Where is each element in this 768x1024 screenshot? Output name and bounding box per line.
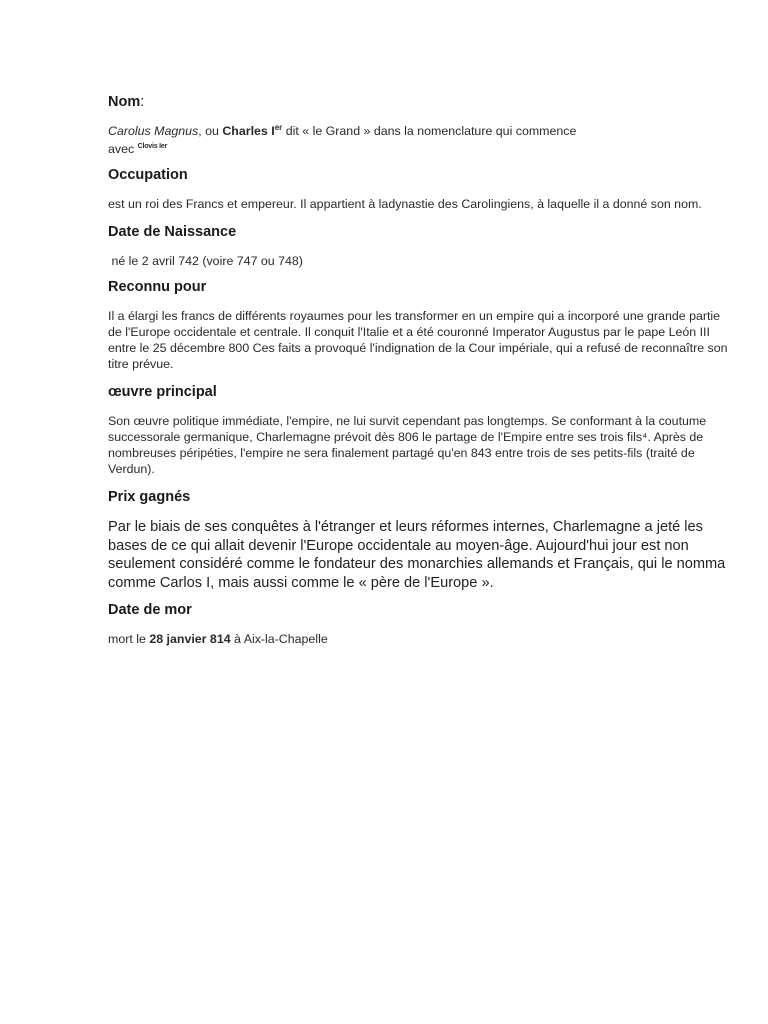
- heading-occupation: Occupation: [108, 167, 188, 183]
- mort-date: 28 janvier 814: [149, 632, 231, 646]
- nom-text: [108, 123, 728, 157]
- section-prix: [108, 488, 728, 592]
- heading-nom: [108, 93, 728, 111]
- mort-prefix: mort le: [108, 632, 150, 646]
- section-nom: [108, 93, 728, 157]
- mort-text: [108, 631, 728, 647]
- section-oeuvre: [108, 383, 728, 477]
- name-separator: , ou: [198, 124, 223, 138]
- occupation-text: est un roi des Francs et empereur. Il appartient à ladynastie des Carolingiens, à laquelle il a donné son nom.: [108, 197, 702, 211]
- name-french: [222, 124, 282, 138]
- heading-nom-colon: :: [140, 94, 145, 110]
- section-naissance: [108, 223, 728, 269]
- naissance-text: né le 2 avril 742 (voire 747 ou 748): [108, 254, 303, 268]
- section-mort: [108, 601, 728, 647]
- name-french-text: Charles I: [222, 124, 275, 138]
- oeuvre-text: Son œuvre politique immédiate, l'empire, ne lui survit cependant pas longtemps. Se conformant à la coutume successorale germanique, Charlemagne prévoit dès 806 le partage de l'Empire entre ses trois fils⁴. Après de nombreuses péripéties, l'empire ne sera finalement partagé qu'en 843 entre trois de ses petits-fils (traité de Verdun).: [108, 414, 707, 476]
- heading-naissance: Date de Naissance: [108, 224, 237, 240]
- prix-text: Par le biais de ses conquêtes à l'étranger et leurs réformes internes, Charlemagne a jeté les bases de ce qui allait devenir l'Europe occidentale au moyen-âge. Aujourd'hui jour est non seulement considéré comme le fondateur des monarchies allemands et Français, qui le nomma comme Carlos I, mais aussi comme le « père de l'Europe ».: [108, 519, 726, 591]
- heading-reconnu: Reconnu pour: [108, 279, 207, 295]
- heading-oeuvre: œuvre principal: [108, 384, 217, 400]
- reconnu-text: Il a élargi les francs de différents royaumes pour les transformer en un empire qui a incorporé une grande partie de l'Europe occidentale et centrale. Il conquit l'Italie et a été couronné Imperator Augustus par le pape León III entre le 25 décembre 800 Ces faits a provoqué l'indignation de la Cour impériale, qui a refusé de reconnaître son titre prévue.: [108, 309, 728, 371]
- section-reconnu: [108, 278, 728, 372]
- tiny-note: Clovis Ier: [137, 143, 168, 150]
- name-ordinal: er: [274, 122, 283, 132]
- section-occupation: [108, 166, 728, 212]
- name-rest: dit « le Grand » dans la nomenclature qui commence: [282, 124, 577, 138]
- mort-suffix: à Aix-la-Chapelle: [230, 632, 328, 646]
- heading-prix: Prix gagnés: [108, 489, 191, 505]
- nom-line2: avec: [108, 142, 138, 156]
- name-latin: Carolus Magnus: [108, 124, 199, 138]
- heading-mort: Date de mor: [108, 602, 192, 618]
- heading-nom-text: Nom: [108, 94, 141, 110]
